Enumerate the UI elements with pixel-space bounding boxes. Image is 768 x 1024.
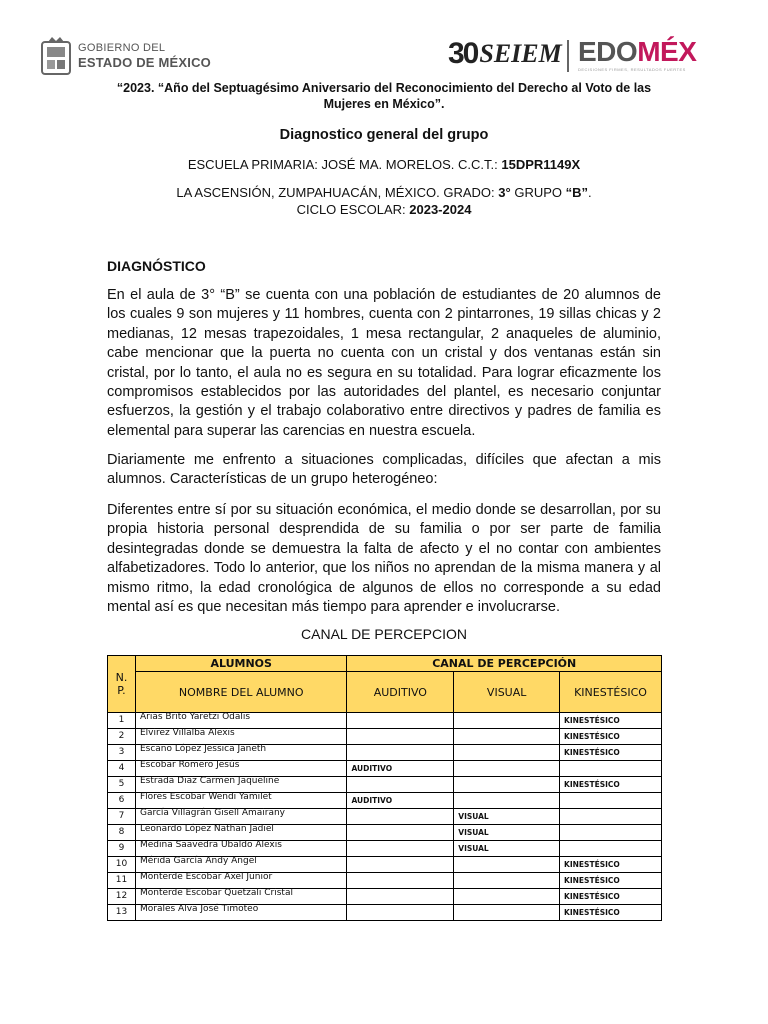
auditivo-cell: AUDITIVO <box>347 761 454 777</box>
auditivo-cell: AUDITIVO <box>347 793 454 809</box>
visual-cell <box>454 793 560 809</box>
table-row <box>108 825 662 841</box>
kinestesico-cell <box>560 809 662 825</box>
visual-cell <box>454 729 560 745</box>
table-row <box>108 873 662 889</box>
canal-percepcion-title: CANAL DE PERCEPCION <box>301 626 467 642</box>
visual-cell <box>454 745 560 761</box>
student-name-cell: Elvirez Villalba Alexis <box>135 729 346 745</box>
kinestesico-header: KINESTÉSICO <box>560 672 662 713</box>
auditivo-cell <box>347 825 454 841</box>
auditivo-cell <box>347 905 454 921</box>
gobierno-estado-mexico-logo <box>40 36 211 76</box>
school-line <box>108 157 660 172</box>
np-cell: 4 <box>108 761 136 777</box>
page-header <box>0 0 768 80</box>
visual-cell <box>454 905 560 921</box>
grado-value: 3° <box>498 185 511 200</box>
logo-divider <box>567 40 569 72</box>
np-cell: 13 <box>108 905 136 921</box>
np-cell: 3 <box>108 745 136 761</box>
paragraph-3: Diferentes entre sí por su situación económica, el medio donde se desarrollan, por su propia historia personal desprendida de su familia o por ser parte de familia desintegradas donde se demuestra la falta de afecto y el no contar con ambientes alfabetizadores. Todo lo anterior, que los niños no aprendan de la misma manera y al mismo ritmo, la edad cronológica de algunos de ellos no corresponde a su edad mental así es que necesitan más tiempo para aprender e involucrarse. <box>107 502 661 616</box>
kinestesico-cell: KINESTÉSICO <box>560 857 662 873</box>
edomex-part2: MÉX <box>637 36 697 67</box>
grupo-value: “B” <box>565 185 589 200</box>
student-name-cell: Estrada Diaz Carmen Jaqueline <box>135 777 346 793</box>
table-row <box>108 809 662 825</box>
table-row <box>108 841 662 857</box>
visual-cell <box>454 761 560 777</box>
auditivo-cell <box>347 713 454 729</box>
visual-cell <box>454 777 560 793</box>
alumnos-header: ALUMNOS <box>135 656 346 672</box>
visual-cell <box>454 889 560 905</box>
table-row <box>108 745 662 761</box>
location-line <box>108 184 660 218</box>
school-cct: 15DPR1149X <box>501 157 581 172</box>
kinestesico-cell: KINESTÉSICO <box>560 713 662 729</box>
kinestesico-cell: KINESTÉSICO <box>560 873 662 889</box>
kinestesico-cell <box>560 793 662 809</box>
grupo-label: GRUPO <box>510 185 566 200</box>
edomex-tagline: DECISIONES FIRMES, RESULTADOS FUERTES <box>578 67 686 72</box>
percepcion-table <box>107 655 662 921</box>
auditivo-cell <box>347 729 454 745</box>
kinestesico-cell <box>560 841 662 857</box>
kinestesico-cell: KINESTÉSICO <box>560 777 662 793</box>
student-name-cell: Leonardo López Nathan Jadiel <box>135 825 346 841</box>
auditivo-cell <box>347 745 454 761</box>
table-row <box>108 729 662 745</box>
gobierno-line2: ESTADO DE MÉXICO <box>78 55 211 70</box>
np-cell: 12 <box>108 889 136 905</box>
auditivo-cell <box>347 841 454 857</box>
table-row <box>108 761 662 777</box>
student-name-cell: Arias Brito Yaretzi Odalis <box>135 713 346 729</box>
auditivo-cell <box>347 777 454 793</box>
table-row <box>108 905 662 921</box>
visual-cell: VISUAL <box>454 809 560 825</box>
location-label: LA ASCENSIÓN, ZUMPAHUACÁN, MÉXICO. GRADO: <box>176 185 499 200</box>
visual-cell: VISUAL <box>454 825 560 841</box>
np-header: N. P. <box>108 656 136 713</box>
kinestesico-cell <box>560 825 662 841</box>
visual-cell <box>454 857 560 873</box>
document-title: Diagnostico general del grupo <box>279 127 489 143</box>
school-label: ESCUELA PRIMARIA: JOSÉ MA. MORELOS. C.C.T.: <box>187 157 502 172</box>
gobierno-logo-text <box>78 43 211 69</box>
nombre-header: NOMBRE DEL ALUMNO <box>135 672 346 713</box>
section-title-diagnostico: DIAGNÓSTICO <box>107 258 206 274</box>
student-name-cell: Monterde Escobar Quetzali Cristal <box>135 889 346 905</box>
paragraph-2: Diariamente me enfrento a situaciones complicadas, difíciles que afectan a mis alumnos. Características de un grupo heterogéneo: <box>107 452 661 488</box>
gobierno-line1: GOBIERNO DEL <box>78 42 166 54</box>
auditivo-cell <box>347 857 454 873</box>
seiem-name: SEIEM <box>479 39 562 68</box>
edomex-logo <box>578 38 696 72</box>
student-name-cell: Morales Alva José Timoteo <box>135 905 346 921</box>
student-name-cell: Monterde Escobar Axel Junior <box>135 873 346 889</box>
kinestesico-cell: KINESTÉSICO <box>560 889 662 905</box>
edomex-part1: EDO <box>578 36 638 67</box>
edomex-wordmark <box>578 38 696 66</box>
np-cell: 5 <box>108 777 136 793</box>
table-row <box>108 793 662 809</box>
student-name-cell: Flores Escobar Wendi Yamilet <box>135 793 346 809</box>
table-body <box>108 713 662 921</box>
student-name-cell: Escobar Romero Jesús <box>135 761 346 777</box>
table-row <box>108 889 662 905</box>
visual-cell: VISUAL <box>454 841 560 857</box>
visual-header: VISUAL <box>454 672 560 713</box>
np-cell: 6 <box>108 793 136 809</box>
np-cell: 11 <box>108 873 136 889</box>
seiem-anniversary-number: 30 <box>448 37 478 70</box>
student-name-cell: Escano López Jessica Janeth <box>135 745 346 761</box>
ciclo-label: CICLO ESCOLAR: <box>296 202 410 217</box>
np-cell: 2 <box>108 729 136 745</box>
np-cell: 10 <box>108 857 136 873</box>
table-row <box>108 857 662 873</box>
state-seal-icon <box>40 36 72 76</box>
paragraph-1: En el aula de 3° “B” se cuenta con una población de estudiantes de 20 alumnos de los cuales 9 son mujeres y 11 hombres, cuenta con 2 pintarrones, 19 sillas chicas y 2 medianas, 12 mesas trapezoidales, 1 mesa rectangular, 2 anaqueles de aluminio, cabe mencionar que la puerta no cuenta con un cristal y dos ventanas están sin cristal, por lo tanto, el aula no es segura en su totalidad. Para lograr eficazmente los compromisos establecidos por las autoridades del plantel, es necesario conjuntar esfuerzos, la gestión y el trabajo colaborativo entre directivos y padres de familia es elemental para superar las carencias en nuestra escuela. <box>107 287 661 439</box>
np-cell: 9 <box>108 841 136 857</box>
canal-header: CANAL DE PERCEPCIÓN <box>347 656 662 672</box>
location-end: . <box>588 185 592 200</box>
np-cell: 8 <box>108 825 136 841</box>
seiem-logo <box>448 37 562 70</box>
kinestesico-cell: KINESTÉSICO <box>560 745 662 761</box>
kinestesico-cell <box>560 761 662 777</box>
ciclo-value: 2023-2024 <box>409 202 472 217</box>
table-row <box>108 713 662 729</box>
visual-cell <box>454 713 560 729</box>
auditivo-cell <box>347 889 454 905</box>
student-name-cell: Medina Saavedra Ubaldo Alexis <box>135 841 346 857</box>
np-cell: 1 <box>108 713 136 729</box>
kinestesico-cell: KINESTÉSICO <box>560 729 662 745</box>
table-row <box>108 777 662 793</box>
visual-cell <box>454 873 560 889</box>
auditivo-header: AUDITIVO <box>347 672 454 713</box>
auditivo-cell <box>347 873 454 889</box>
year-motto: “2023. “Año del Septuagésimo Aniversario del Reconocimiento del Derecho al Voto de las Mujeres en México”. <box>116 81 652 111</box>
kinestesico-cell: KINESTÉSICO <box>560 905 662 921</box>
student-name-cell: García Villagrán Gisell Amairany <box>135 809 346 825</box>
np-cell: 7 <box>108 809 136 825</box>
student-name-cell: Mérida García Andy Angel <box>135 857 346 873</box>
auditivo-cell <box>347 809 454 825</box>
